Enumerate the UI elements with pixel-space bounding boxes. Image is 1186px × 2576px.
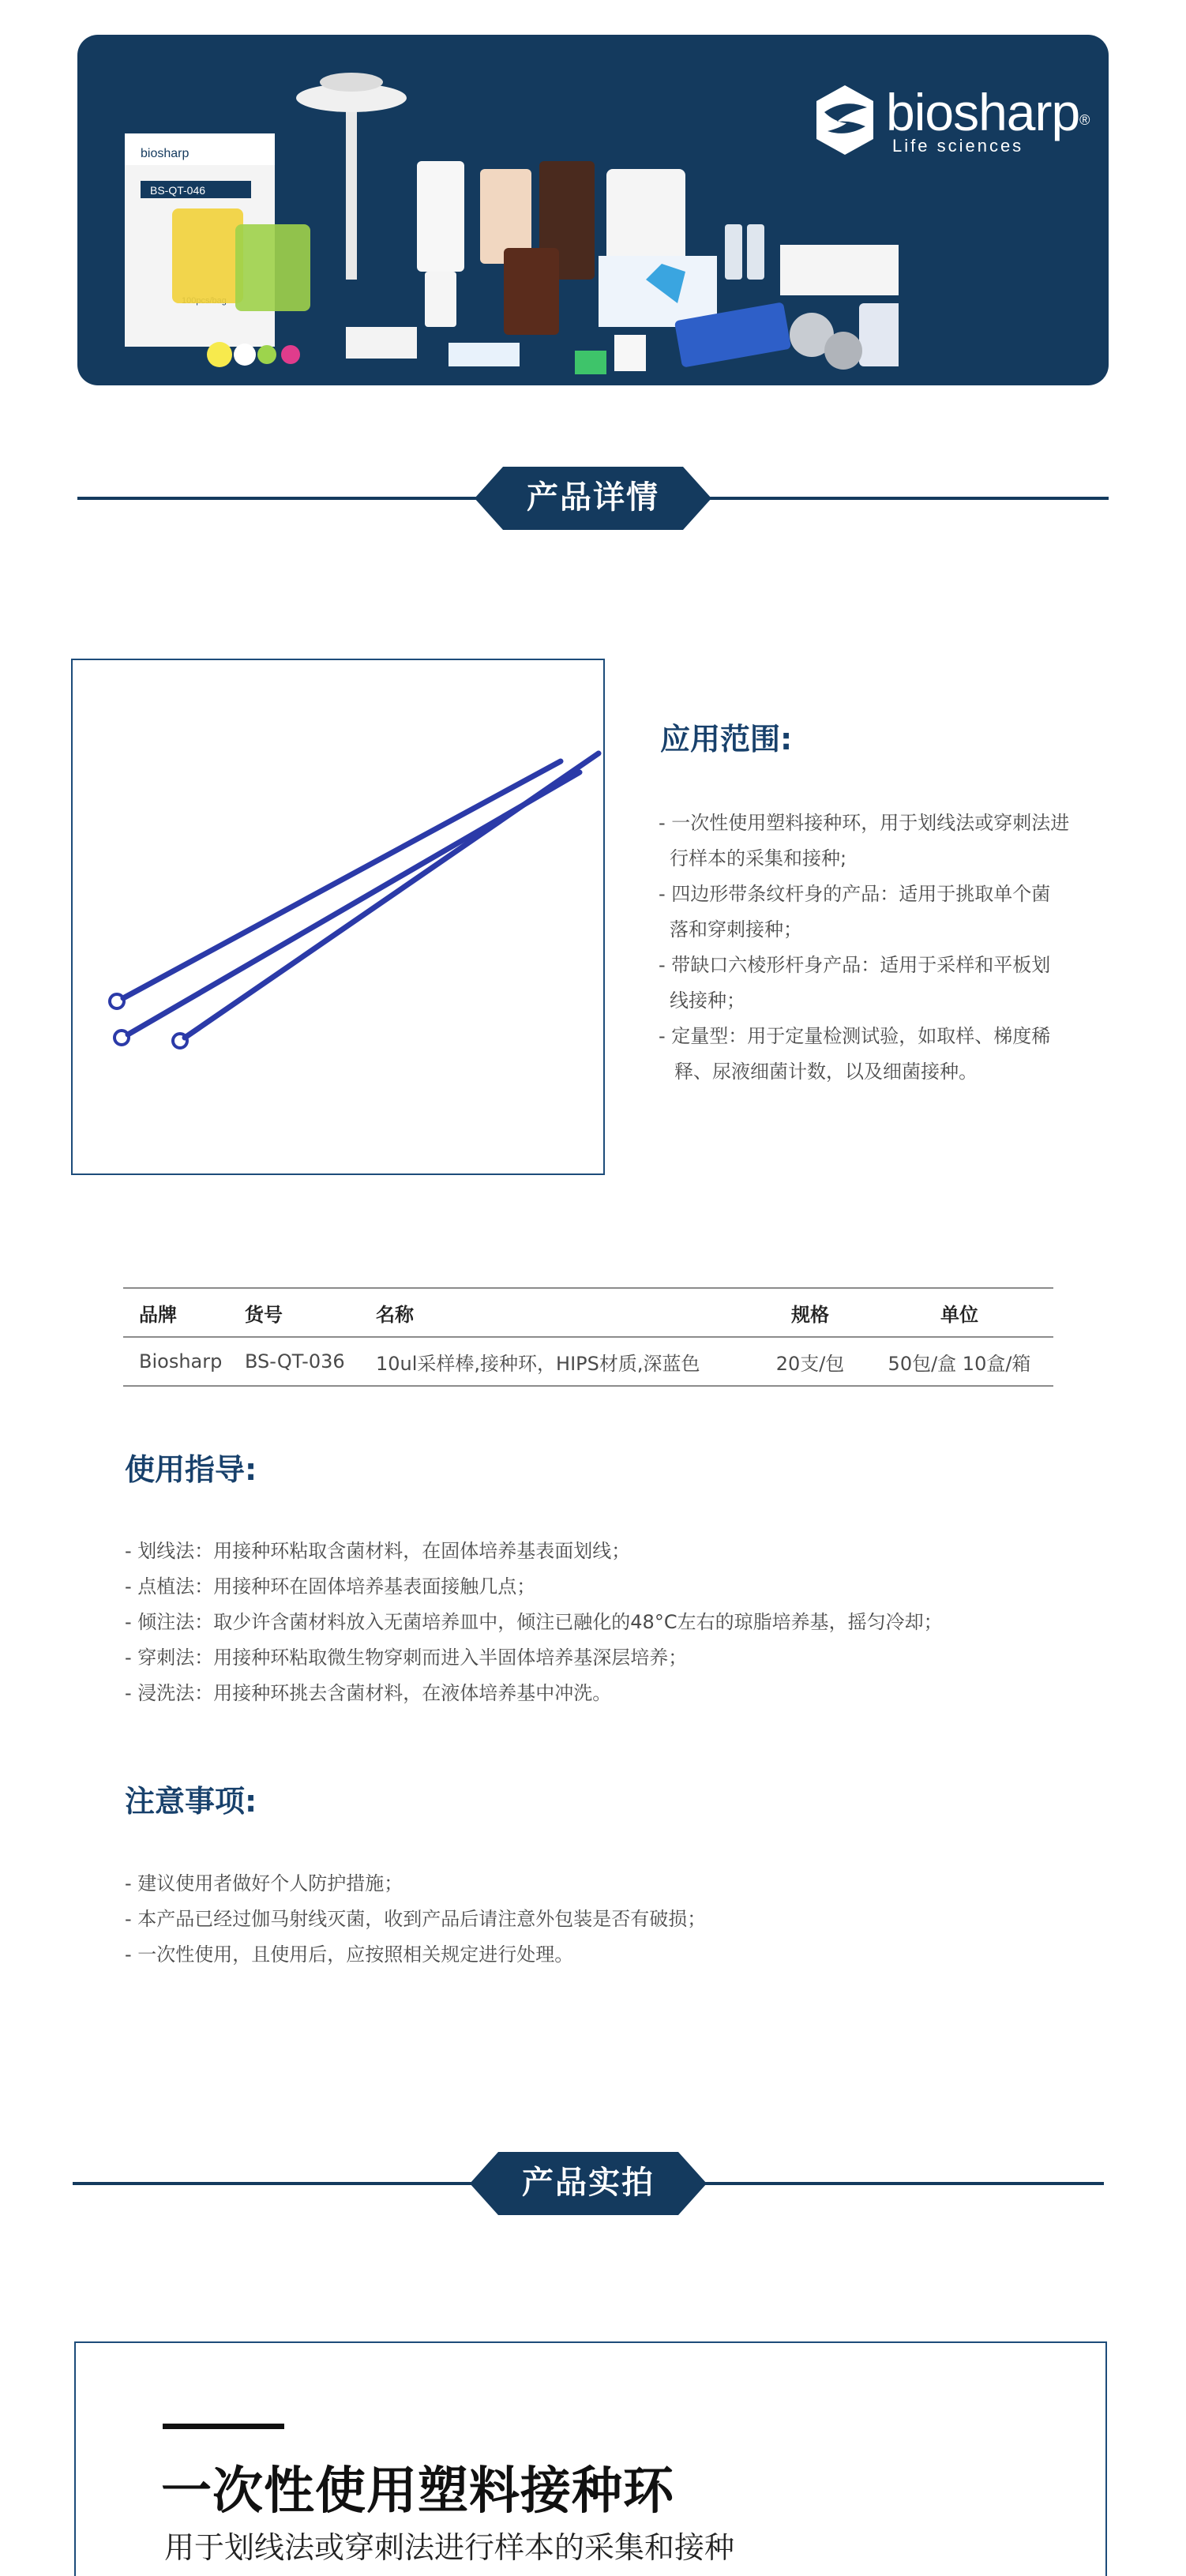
cell-brand: Biosharp: [123, 1337, 229, 1386]
notes-item: - 建议使用者做好个人防护措施；: [125, 1872, 403, 1894]
header-spec: 规格: [755, 1288, 865, 1337]
notes-title: 注意事项:: [125, 1784, 257, 1819]
usage-item: - 划线法：用接种环粘取含菌材料，在固体培养基表面划线；: [125, 1540, 631, 1562]
spec-table: [123, 1287, 1053, 1387]
product-image-frame: [71, 659, 605, 1175]
section-pill: [470, 2152, 707, 2215]
section-header-detail: [77, 467, 1109, 530]
cell-unit: 50包/盒 10盒/箱: [865, 1337, 1053, 1386]
header-sku: 货号: [229, 1288, 360, 1337]
application-line: 线接种；: [670, 989, 745, 1012]
header-name: 名称: [360, 1288, 755, 1337]
section-header-photo: [73, 2152, 1104, 2215]
inoculating-loops-image: [73, 660, 603, 1173]
product-collage-image: [109, 43, 899, 382]
logo-mark-icon: [813, 82, 876, 158]
section-title-photo: 产品实拍: [522, 2165, 655, 2201]
notes-item: - 一次性使用，且使用后，应按照相关规定进行处理。: [125, 1943, 574, 1966]
application-line: 落和穿刺接种；: [670, 918, 802, 941]
usage-item: - 浸洗法：用接种环挑去含菌材料，在液体培养基中冲洗。: [125, 1682, 612, 1704]
application-line: - 一次性使用塑料接种环，用于划线法或穿刺法进: [659, 812, 1070, 834]
photo-card-title: 一次性使用塑料接种环: [161, 2462, 674, 2521]
bioshap-logo: [813, 82, 1090, 161]
section-pill: [475, 467, 711, 530]
cell-name: 10ul采样棒,接种环，HIPS材质,深蓝色: [360, 1337, 755, 1386]
application-line: - 带缺口六棱形杆身产品：适用于采样和平板划: [659, 954, 1051, 976]
table-row: [123, 1337, 1053, 1386]
usage-item: - 穿刺法：用接种环粘取微生物穿刺而进入半固体培养基深层培养；: [125, 1647, 688, 1669]
application-list: [659, 805, 1117, 1090]
notes-list: [125, 1866, 1072, 1973]
usage-list: [125, 1534, 1072, 1711]
usage-item: - 点植法：用接种环在固体培养基表面接触几点；: [125, 1575, 536, 1598]
box-code-label: BS-QT-046: [150, 184, 206, 197]
application-line: - 定量型：用于定量检测试验，如取样、梯度稀: [659, 1025, 1051, 1047]
cell-sku: BS-QT-036: [229, 1337, 360, 1386]
title-accent-bar: [163, 2424, 284, 2429]
cell-spec: 20支/包: [755, 1337, 865, 1386]
brand-banner: [77, 35, 1109, 385]
notes-item: - 本产品已经过伽马射线灭菌，收到产品后请注意外包装是否有破损；: [125, 1908, 707, 1930]
box-brand-label: biosharp: [141, 147, 190, 160]
brand-tagline: Life sciences: [892, 136, 1024, 156]
photo-card: [74, 2341, 1107, 2576]
brand-name: biosharp®: [886, 83, 1090, 141]
application-line: 释、尿液细菌计数，以及细菌接种。: [674, 1061, 978, 1083]
application-line: - 四边形带条纹杆身的产品：适用于挑取单个菌: [659, 883, 1051, 905]
usage-item: - 倾注法：取少许含菌材料放入无菌培养皿中，倾注已融化的48°C左右的琼脂培养基，摇匀冷却；: [125, 1611, 943, 1633]
table-header-row: [123, 1288, 1053, 1337]
application-title: 应用范围:: [660, 722, 793, 757]
header-brand: 品牌: [123, 1288, 229, 1337]
usage-title: 使用指导:: [125, 1452, 257, 1487]
photo-card-subtitle: 用于划线法或穿刺法进行样本的采集和接种: [164, 2530, 735, 2565]
section-title-detail: 产品详情: [527, 479, 659, 516]
application-line: 行样本的采集和接种;: [670, 847, 847, 869]
header-unit: 单位: [865, 1288, 1053, 1337]
